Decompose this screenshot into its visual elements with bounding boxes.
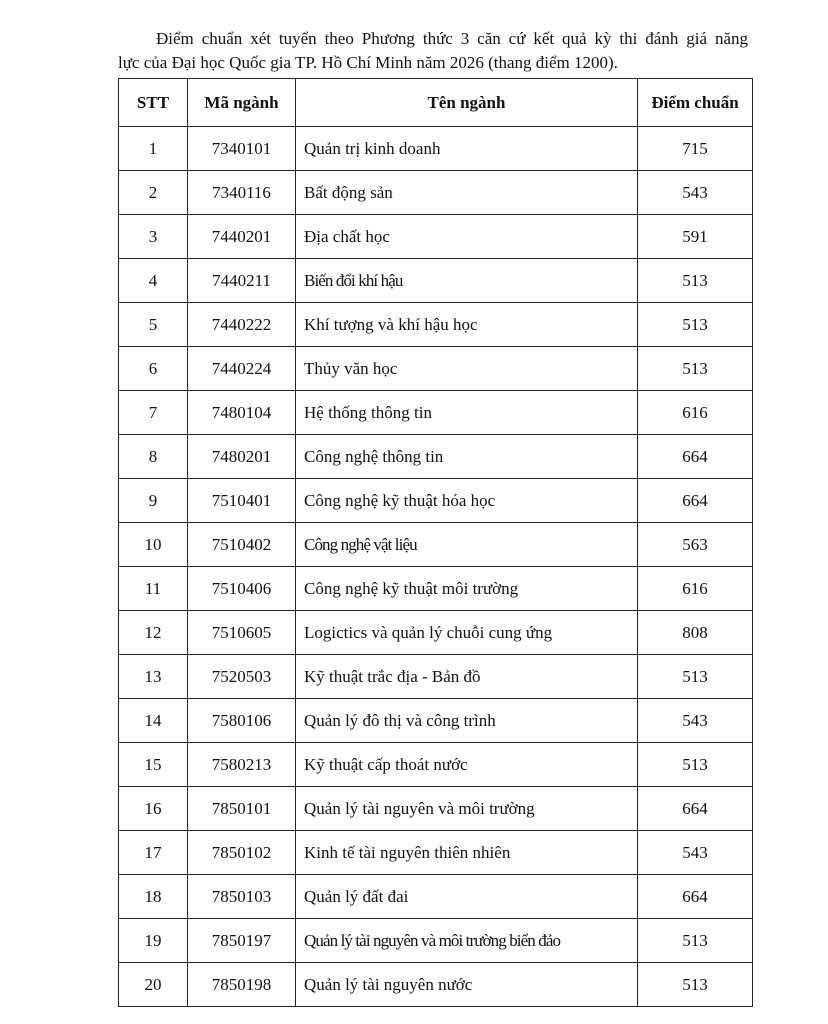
cell-cutoff-score: 513 bbox=[638, 963, 753, 1007]
cell-stt: 17 bbox=[119, 831, 188, 875]
cell-stt: 10 bbox=[119, 523, 188, 567]
table-row bbox=[119, 347, 753, 391]
header-major-code: Mã ngành bbox=[188, 79, 296, 127]
cell-major-code: 7850197 bbox=[188, 919, 296, 963]
cell-major-code: 7520503 bbox=[188, 655, 296, 699]
table-row bbox=[119, 171, 753, 215]
cell-stt: 7 bbox=[119, 391, 188, 435]
cell-major-code: 7580213 bbox=[188, 743, 296, 787]
cell-major-name: Quản lý tài nguyên nước bbox=[296, 963, 638, 1007]
table-row bbox=[119, 919, 753, 963]
cell-stt: 2 bbox=[119, 171, 188, 215]
cell-major-code: 7440222 bbox=[188, 303, 296, 347]
cell-cutoff-score: 591 bbox=[638, 215, 753, 259]
cell-stt: 6 bbox=[119, 347, 188, 391]
cell-major-name: Công nghệ kỹ thuật môi trường bbox=[296, 567, 638, 611]
table-row bbox=[119, 875, 753, 919]
cell-major-code: 7510401 bbox=[188, 479, 296, 523]
cell-stt: 13 bbox=[119, 655, 188, 699]
intro-line-2: lực của Đại học Quốc gia TP. Hồ Chí Minh năm 2026 (thang điểm 1200). bbox=[118, 53, 618, 72]
table-row bbox=[119, 963, 753, 1007]
cell-cutoff-score: 563 bbox=[638, 523, 753, 567]
cell-stt: 20 bbox=[119, 963, 188, 1007]
cell-major-name: Thủy văn học bbox=[296, 347, 638, 391]
cell-stt: 1 bbox=[119, 127, 188, 171]
header-cutoff-score: Điểm chuẩn bbox=[638, 79, 753, 127]
cell-stt: 9 bbox=[119, 479, 188, 523]
cell-major-name: Công nghệ vật liệu bbox=[296, 523, 638, 567]
cell-stt: 18 bbox=[119, 875, 188, 919]
table-row bbox=[119, 523, 753, 567]
cell-major-name: Quản lý đất đai bbox=[296, 875, 638, 919]
cell-cutoff-score: 543 bbox=[638, 699, 753, 743]
cell-stt: 19 bbox=[119, 919, 188, 963]
header-stt: STT bbox=[119, 79, 188, 127]
cell-major-name: Kỹ thuật trắc địa - Bản đồ bbox=[296, 655, 638, 699]
cell-stt: 14 bbox=[119, 699, 188, 743]
table-row bbox=[119, 391, 753, 435]
intro-line-1: Điểm chuẩn xét tuyển theo Phương thức 3 căn cứ kết quả kỳ thi đánh giá năng bbox=[156, 29, 748, 48]
cell-cutoff-score: 616 bbox=[638, 567, 753, 611]
table-row bbox=[119, 831, 753, 875]
cell-major-code: 7440201 bbox=[188, 215, 296, 259]
cell-cutoff-score: 664 bbox=[638, 787, 753, 831]
header-major-name: Tên ngành bbox=[296, 79, 638, 127]
cell-major-code: 7510402 bbox=[188, 523, 296, 567]
table-row bbox=[119, 435, 753, 479]
cell-major-name: Hệ thống thông tin bbox=[296, 391, 638, 435]
cell-major-code: 7850101 bbox=[188, 787, 296, 831]
cell-major-code: 7440211 bbox=[188, 259, 296, 303]
cell-cutoff-score: 543 bbox=[638, 171, 753, 215]
cell-major-code: 7480104 bbox=[188, 391, 296, 435]
cell-cutoff-score: 664 bbox=[638, 435, 753, 479]
cell-stt: 5 bbox=[119, 303, 188, 347]
cell-major-code: 7440224 bbox=[188, 347, 296, 391]
cell-major-name: Địa chất học bbox=[296, 215, 638, 259]
table-row bbox=[119, 699, 753, 743]
cell-major-code: 7510605 bbox=[188, 611, 296, 655]
cell-major-code: 7340116 bbox=[188, 171, 296, 215]
cell-major-code: 7480201 bbox=[188, 435, 296, 479]
cell-major-name: Kỹ thuật cấp thoát nước bbox=[296, 743, 638, 787]
table-header-row bbox=[119, 79, 753, 127]
cell-major-code: 7340101 bbox=[188, 127, 296, 171]
cell-stt: 15 bbox=[119, 743, 188, 787]
cell-major-name: Bất động sản bbox=[296, 171, 638, 215]
cell-cutoff-score: 513 bbox=[638, 743, 753, 787]
cell-major-name: Biến đổi khí hậu bbox=[296, 259, 638, 303]
cell-stt: 4 bbox=[119, 259, 188, 303]
cell-major-name: Khí tượng và khí hậu học bbox=[296, 303, 638, 347]
cell-cutoff-score: 715 bbox=[638, 127, 753, 171]
cell-major-name: Công nghệ kỹ thuật hóa học bbox=[296, 479, 638, 523]
cell-major-name: Logictics và quản lý chuỗi cung ứng bbox=[296, 611, 638, 655]
cutoff-score-table bbox=[118, 78, 753, 1007]
cell-major-code: 7850103 bbox=[188, 875, 296, 919]
table-row bbox=[119, 567, 753, 611]
cell-cutoff-score: 808 bbox=[638, 611, 753, 655]
cell-major-code: 7850198 bbox=[188, 963, 296, 1007]
table-body bbox=[119, 127, 753, 1007]
intro-paragraph bbox=[118, 27, 748, 75]
cell-major-name: Quản trị kinh doanh bbox=[296, 127, 638, 171]
cell-stt: 3 bbox=[119, 215, 188, 259]
cell-major-name: Công nghệ thông tin bbox=[296, 435, 638, 479]
cell-stt: 11 bbox=[119, 567, 188, 611]
cell-cutoff-score: 513 bbox=[638, 347, 753, 391]
cell-cutoff-score: 664 bbox=[638, 479, 753, 523]
cell-cutoff-score: 513 bbox=[638, 655, 753, 699]
table-row bbox=[119, 787, 753, 831]
cell-stt: 8 bbox=[119, 435, 188, 479]
table-row bbox=[119, 743, 753, 787]
cell-cutoff-score: 543 bbox=[638, 831, 753, 875]
cell-major-name: Quản lý tài nguyên và môi trường biển đảo bbox=[296, 919, 638, 963]
cell-major-code: 7580106 bbox=[188, 699, 296, 743]
cell-major-code: 7510406 bbox=[188, 567, 296, 611]
cell-cutoff-score: 664 bbox=[638, 875, 753, 919]
table-row bbox=[119, 655, 753, 699]
cell-stt: 12 bbox=[119, 611, 188, 655]
cell-cutoff-score: 513 bbox=[638, 259, 753, 303]
table-row bbox=[119, 479, 753, 523]
cell-stt: 16 bbox=[119, 787, 188, 831]
cell-major-name: Quản lý tài nguyên và môi trường bbox=[296, 787, 638, 831]
cell-major-code: 7850102 bbox=[188, 831, 296, 875]
table-row bbox=[119, 259, 753, 303]
cell-cutoff-score: 616 bbox=[638, 391, 753, 435]
cell-cutoff-score: 513 bbox=[638, 303, 753, 347]
table-row bbox=[119, 303, 753, 347]
cell-major-name: Kinh tế tài nguyên thiên nhiên bbox=[296, 831, 638, 875]
table-row bbox=[119, 611, 753, 655]
cell-cutoff-score: 513 bbox=[638, 919, 753, 963]
cell-major-name: Quản lý đô thị và công trình bbox=[296, 699, 638, 743]
table-row bbox=[119, 127, 753, 171]
table-row bbox=[119, 215, 753, 259]
